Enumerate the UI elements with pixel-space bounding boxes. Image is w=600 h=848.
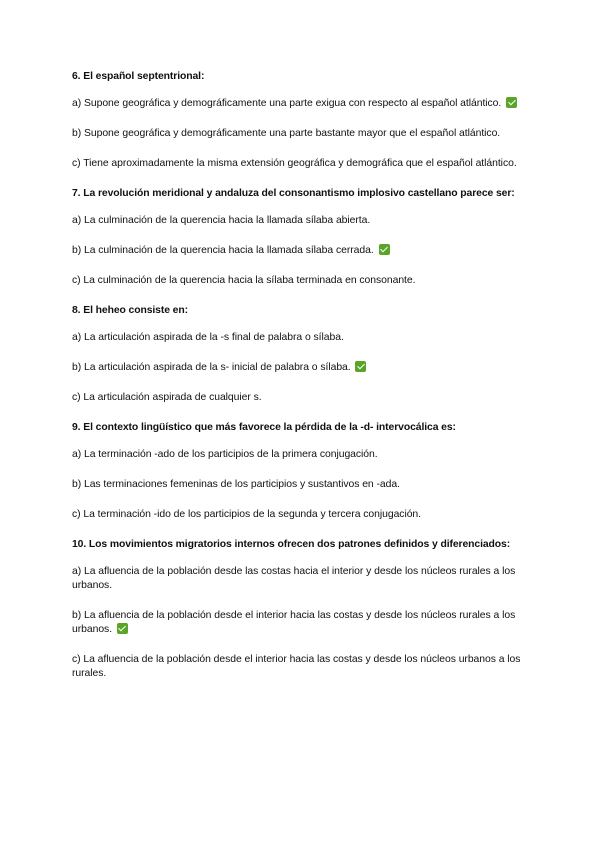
question-7 xyxy=(72,187,532,288)
option-b xyxy=(72,127,532,141)
option-text: b) La culminación de la querencia hacia la llamada sílaba cerrada. xyxy=(72,245,374,256)
question-10 xyxy=(72,538,532,681)
question-title: 7. La revolución meridional y andaluza del consonantismo implosivo castellano parece ser: xyxy=(72,188,515,199)
option-text: a) La culminación de la querencia hacia la llamada sílaba abierta. xyxy=(72,215,371,226)
option-b xyxy=(72,609,532,637)
option-text: c) La articulación aspirada de cualquier s. xyxy=(72,392,262,403)
option-text: b) Supone geográfica y demográficamente una parte bastante mayor que el español atlántico. xyxy=(72,128,501,139)
check-mark-icon xyxy=(379,244,390,255)
question-title: 9. El contexto lingüístico que más favorece la pérdida de la -d- intervocálica es: xyxy=(72,422,456,433)
option-text: c) La culminación de la querencia hacia la sílaba terminada en consonante. xyxy=(72,275,416,286)
option-a xyxy=(72,565,532,593)
option-text: b) Las terminaciones femeninas de los participios y sustantivos en -ada. xyxy=(72,479,400,490)
option-text: c) Tiene aproximadamente la misma extensión geográfica y demográfica que el español atlántico. xyxy=(72,158,517,169)
question-8 xyxy=(72,304,532,405)
question-6 xyxy=(72,70,532,171)
question-title: 8. El heheo consiste en: xyxy=(72,305,188,316)
check-mark-icon xyxy=(506,97,517,108)
option-a xyxy=(72,448,532,462)
check-mark-icon xyxy=(117,623,128,634)
option-text: b) La afluencia de la población desde el interior hacia las costas y desde los núcleos rurales a los urbanos. xyxy=(72,610,516,635)
option-text: c) La terminación -ido de los participios de la segunda y tercera conjugación. xyxy=(72,509,422,520)
option-text: c) La afluencia de la población desde el interior hacia las costas y desde los núcleos urbanos a los rurales. xyxy=(72,654,521,679)
option-text: a) La articulación aspirada de la -s final de palabra o sílaba. xyxy=(72,332,344,343)
option-text: a) La afluencia de la población desde las costas hacia el interior y desde los núcleos rurales a los urbanos. xyxy=(72,566,516,591)
option-a xyxy=(72,331,532,345)
option-c xyxy=(72,274,532,288)
option-text: a) Supone geográfica y demográficamente una parte exigua con respecto al español atlántico. xyxy=(72,98,502,109)
option-b xyxy=(72,361,532,375)
option-b xyxy=(72,244,532,258)
option-c xyxy=(72,157,532,171)
option-c xyxy=(72,508,532,522)
option-c xyxy=(72,653,532,681)
option-b xyxy=(72,478,532,492)
option-text: a) La terminación -ado de los participios de la primera conjugación. xyxy=(72,449,378,460)
option-a xyxy=(72,214,532,228)
option-c xyxy=(72,391,532,405)
option-a xyxy=(72,97,532,111)
quiz-page xyxy=(72,70,532,697)
check-mark-icon xyxy=(355,361,366,372)
option-text: b) La articulación aspirada de la s- inicial de palabra o sílaba. xyxy=(72,362,351,373)
question-title: 6. El español septentrional: xyxy=(72,71,205,82)
question-title: 10. Los movimientos migratorios internos ofrecen dos patrones definidos y diferenciados: xyxy=(72,539,511,550)
question-9 xyxy=(72,421,532,522)
